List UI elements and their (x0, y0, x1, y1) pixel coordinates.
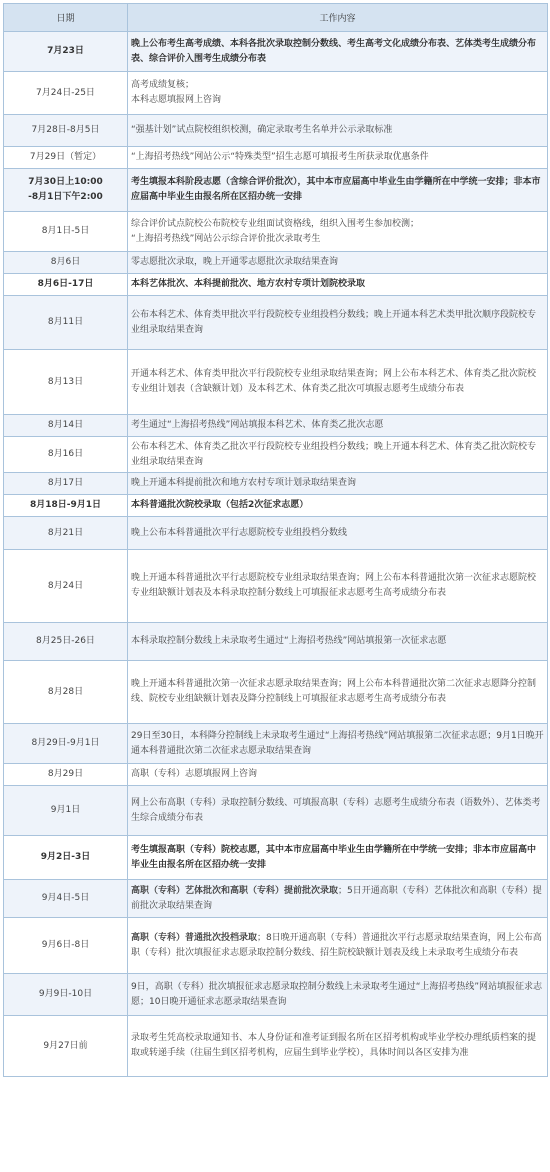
table-row (4, 786, 548, 836)
date-cell (4, 786, 128, 836)
date-text: 8月14日 (47, 420, 84, 430)
table-row (4, 517, 548, 550)
date-cell (4, 517, 128, 550)
date-column-header: 日期 (4, 4, 128, 32)
content-text: ；8日晚开通高职（专科）普通批次平行志愿录取结果查询，网上公布高职（专科）批次填报征求志愿录取控制分数线、招生院校缺额计划表及线上未录取考生成绩分布表 (131, 932, 542, 958)
date-cell (4, 880, 128, 918)
content-cell: 晚上开通本科普通批次平行志愿院校专业组录取结果查询；网上公布本科普通批次第一次征求志愿院校专业组缺额计划表及本科录取控制分数线上可填报征求志愿考生高考成绩分布表 (128, 550, 548, 623)
table-row (4, 1016, 548, 1077)
date-text: 8月6日 (50, 257, 81, 267)
date-cell (4, 147, 128, 169)
date-cell (4, 550, 128, 623)
content-cell (128, 918, 548, 974)
date-text: 7月29日（暂定） (29, 152, 102, 162)
date-cell (4, 724, 128, 764)
table-row (4, 724, 548, 764)
table-row (4, 764, 548, 786)
content-cell: 高职（专科）志愿填报网上咨询 (128, 764, 548, 786)
date-cell (4, 764, 128, 786)
table-row (4, 274, 548, 296)
content-cell (128, 880, 548, 918)
table-header-row (4, 4, 548, 32)
date-text: 8月18日-9月1日 (29, 500, 102, 510)
content-cell (128, 72, 548, 115)
date-cell (4, 437, 128, 473)
date-text: 8月29日-9月1日 (31, 738, 100, 748)
table-row (4, 880, 548, 918)
table-row (4, 252, 548, 274)
date-cell (4, 169, 128, 212)
content-cell: 晚上开通本科普通批次第一次征求志愿录取结果查询；网上公布本科普通批次第二次征求志愿降分控制线、院校专业组缺额计划表及降分控制线上可填报征求志愿考生高考成绩分布表 (128, 661, 548, 724)
date-cell (4, 212, 128, 252)
content-cell: 本科普通批次院校录取（包括2次征求志愿） (128, 495, 548, 517)
content-text: ；5日开通高职（专科）艺体批次和高职（专科）提前批次录取结果查询 (131, 885, 542, 911)
date-text: 9月1日 (50, 805, 81, 815)
table-row (4, 415, 548, 437)
date-cell (4, 296, 128, 350)
table-row (4, 974, 548, 1016)
date-text: 8月24日 (47, 580, 84, 591)
content-cell: 晚上公布本科普通批次平行志愿院校专业组投档分数线 (128, 517, 548, 550)
content-cell: 晚上公布考生高考成绩、本科各批次录取控制分数线、考生高考文化成绩分布表、艺体类考生成绩分布表、综合评价入围考生成绩分布表 (128, 32, 548, 72)
date-text: 9月4日-5日 (41, 893, 90, 903)
date-cell (4, 495, 128, 517)
content-line: 本科志愿填报网上咨询 (131, 95, 222, 105)
content-line: 高考成绩复核； (131, 80, 195, 90)
date-cell (4, 473, 128, 495)
date-text: 8月16日 (47, 449, 84, 459)
table-row (4, 32, 548, 72)
table-row (4, 495, 548, 517)
table-row (4, 212, 548, 252)
content-cell: 本科录取控制分数线上未录取考生通过“上海招考热线”网站填报第一次征求志愿 (128, 623, 548, 661)
date-cell (4, 350, 128, 415)
date-text: -8月1日下午2:00 (28, 192, 103, 202)
content-line: “上海招考热线”网站公示综合评价批次录取考生 (131, 233, 321, 244)
content-cell: 录取考生凭高校录取通知书、本人身份证和准考证到报名所在区招考机构或毕业学校办理纸质档案的提取或转递手续（往届生到区招考机构，应届生到毕业学校），具体时间以各区安排为准 (128, 1016, 548, 1077)
content-cell: 公布本科艺术、体育类乙批次平行段院校专业组投档分数线；晚上开通本科艺术、体育类乙批次院校专业组录取结果查询 (128, 437, 548, 473)
table-row (4, 72, 548, 115)
content-cell: 考生填报本科阶段志愿（含综合评价批次），其中本市应届高中毕业生由学籍所在中学统一安排；非本市应届高中毕业生由报名所在区招办统一安排 (128, 169, 548, 212)
content-cell: 本科艺体批次、本科提前批次、地方农村专项计划院校录取 (128, 274, 548, 296)
content-cell: 网上公布高职（专科）录取控制分数线、可填报高职（专科）志愿考生成绩分布表（语数外）、艺体类考生综合成绩分布表 (128, 786, 548, 836)
content-cell: “强基计划”试点院校组织校测，确定录取考生名单并公示录取标准 (128, 115, 548, 147)
date-cell (4, 32, 128, 72)
table-row (4, 350, 548, 415)
table-row (4, 147, 548, 169)
date-cell (4, 1016, 128, 1077)
date-text: 8月28日 (47, 686, 84, 697)
date-text: 9月6日-8日 (41, 940, 90, 950)
date-cell (4, 274, 128, 296)
table-row (4, 836, 548, 880)
table-row (4, 296, 548, 350)
table-row (4, 169, 548, 212)
date-cell (4, 974, 128, 1016)
table-row (4, 437, 548, 473)
content-cell: 晚上开通本科提前批次和地方农村专项计划录取结果查询 (128, 473, 548, 495)
content-cell: 考生填报高职（专科）院校志愿，其中本市应届高中毕业生由学籍所在中学统一安排；非本市应届高中毕业生由报名所在区招办统一安排 (128, 836, 548, 880)
date-text: 9月27日前 (43, 1040, 88, 1051)
content-bold-text: 高职（专科）普通批次投档录取 (131, 932, 258, 943)
table-row (4, 623, 548, 661)
date-cell (4, 72, 128, 115)
date-cell (4, 623, 128, 661)
content-cell: 9日，高职（专科）批次填报征求志愿录取控制分数线上未录取考生通过“上海招考热线”网站填报征求志愿；10日晚开通征求志愿录取结果查询 (128, 974, 548, 1016)
content-cell: 公布本科艺术、体育类甲批次平行段院校专业组投档分数线；晚上开通本科艺术类甲批次顺序段院校专业组录取结果查询 (128, 296, 548, 350)
content-column-header: 工作内容 (128, 4, 548, 32)
date-cell (4, 836, 128, 880)
date-cell (4, 918, 128, 974)
date-text: 8月13日 (47, 376, 84, 387)
table-row (4, 918, 548, 974)
date-text: 9月2日-3日 (40, 852, 91, 862)
admission-schedule-table (3, 3, 548, 1077)
content-cell: 开通本科艺术、体育类甲批次平行段院校专业组录取结果查询；网上公布本科艺术、体育类乙批次院校专业组计划表（含缺额计划）及本科艺术、体育类乙批次可填报志愿考生成绩分布表 (128, 350, 548, 415)
date-cell (4, 115, 128, 147)
date-text: 8月25日-26日 (36, 636, 95, 646)
date-text: 7月28日-8月5日 (31, 125, 100, 135)
table-row (4, 661, 548, 724)
content-cell (128, 212, 548, 252)
table-row (4, 473, 548, 495)
date-text: 8月11日 (47, 317, 84, 327)
date-cell (4, 415, 128, 437)
content-cell: 零志愿批次录取，晚上开通零志愿批次录取结果查询 (128, 252, 548, 274)
date-text: 7月30日上10:00 (28, 177, 103, 187)
date-cell (4, 252, 128, 274)
content-cell: “上海招考热线”网站公示“特殊类型”招生志愿可填报考生所获录取优惠条件 (128, 147, 548, 169)
date-text: 8月29日 (47, 769, 84, 779)
date-text: 8月1日-5日 (41, 226, 90, 236)
date-text: 8月21日 (47, 527, 84, 538)
date-cell (4, 661, 128, 724)
date-text: 7月24日-25日 (36, 87, 95, 98)
date-text: 8月17日 (47, 478, 84, 488)
date-text: 9月9日-10日 (38, 989, 93, 999)
date-text: 8月6日-17日 (37, 279, 94, 289)
content-cell: 29日至30日，本科降分控制线上未录取考生通过“上海招考热线”网站填报第二次征求志愿；9月1日晚开通本科普通批次第二次征求志愿录取结果查询 (128, 724, 548, 764)
table-row (4, 115, 548, 147)
content-bold-text: 高职（专科）艺体批次和高职（专科）提前批次录取 (131, 885, 339, 896)
table-row (4, 550, 548, 623)
content-line: 综合评价试点院校公布院校专业组面试资格线，组织入围考生参加校测； (131, 218, 420, 229)
date-text: 7月23日 (47, 46, 84, 56)
content-cell: 考生通过“上海招考热线”网站填报本科艺术、体育类乙批次志愿 (128, 415, 548, 437)
